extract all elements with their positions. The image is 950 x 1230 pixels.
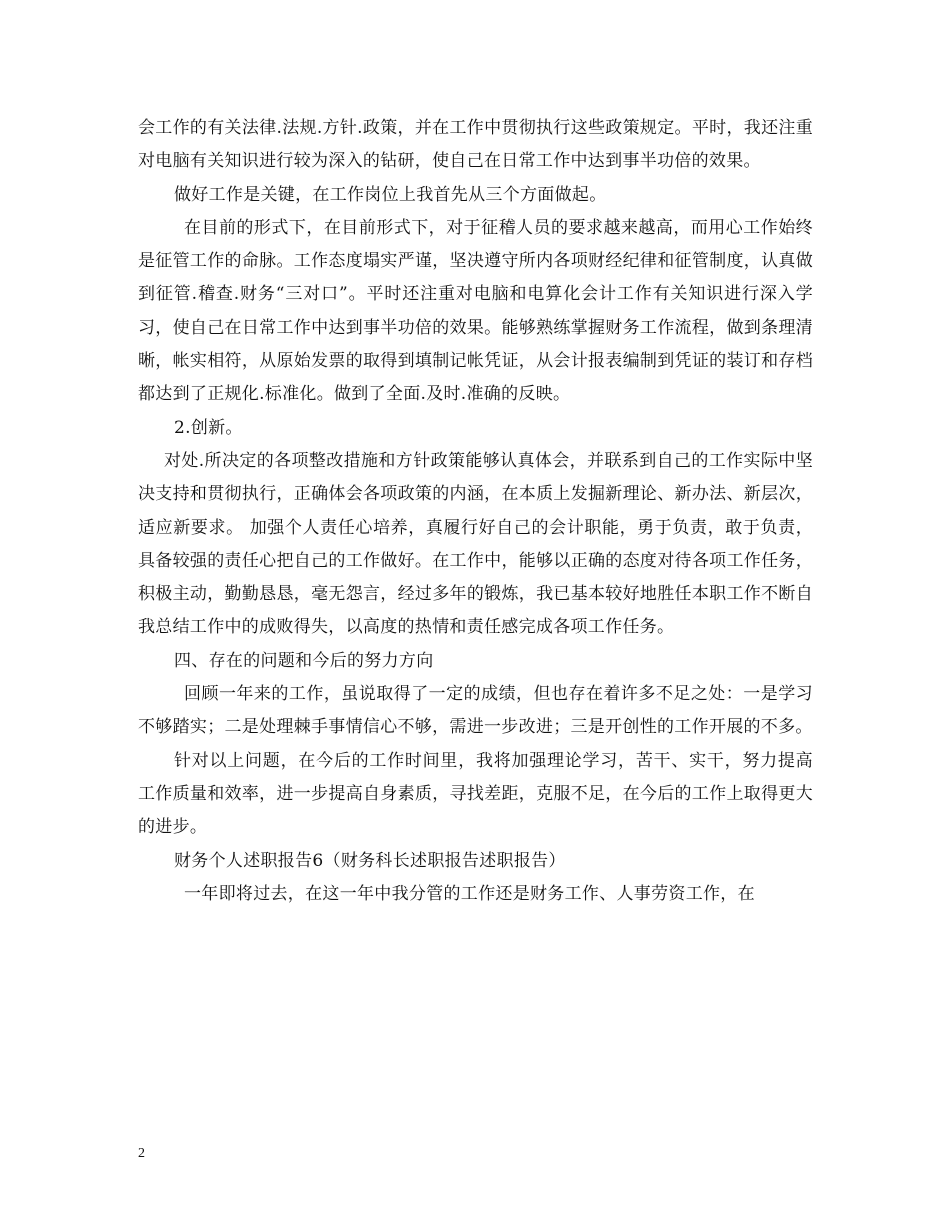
paragraph-innovation: 对处.所决定的各项整改措施和方针政策能够认真体会，并联系到自己的工作实际中坚决支持和贯彻执行，正确体会各项政策的内涵，在本质上发掘新理论、新办法、新层次，适应新要求。 加强个人责任心培养，真履行好自己的会计职能，勇于负责，敢于负责，具备较强的责任心把自己的工作做好。在工作中，能够以正确的态度对待各项工作任务，积极主动，勤勤恳恳，毫无怨言，经过多年的锻炼，我已基本较好地胜任本职工作不断自我总结工作中的成败得失，以高度的热情和责任感完成各项工作任务。 (138, 450, 813, 638)
paragraph-work-attitude: 在目前的形式下，在目前形式下，对于征稽人员的要求越来越高，而用心工作始终是征管工作的命脉。工作态度塌实严谨，坚决遵守所内各项财经纪律和征管制度，认真做到征管.稽查.财务“三对口”。平时还注重对电脑和电算化会计工作有关知识进行深入学习，使自己在日常工作中达到事半功倍的效果。能够熟练掌握财务工作流程，做到条理清晰，帐实相符，从原始发票的取得到填制记帐凭证，从会计报表编制到凭证的装订和存档都达到了正规化.标准化。做到了全面.及时.准确的反映。 (138, 217, 813, 405)
paragraph-improvement: 针对以上问题，在今后的工作时间里，我将加强理论学习，苦干、实干，努力提高工作质量和效率，进一步提高自身素质，寻找差距，克服不足，在今后的工作上取得更大的进步。 (138, 750, 813, 838)
paragraph-key-work: 做好工作是关键，在工作岗位上我首先从三个方面做起。 (174, 184, 607, 205)
paragraph-heading-problems: 四、存在的问题和今后的努力方向 (174, 650, 434, 671)
paragraph-heading-innovation: 2.创新。 (174, 417, 243, 438)
paragraph-report-start: 一年即将过去，在这一年中我分管的工作还是财务工作、人事劳资工作，在 (184, 883, 755, 904)
document-body (138, 112, 813, 911)
page-number: 2 (138, 1146, 145, 1161)
paragraph-continuation: 会工作的有关法律.法规.方针.政策，并在工作中贯彻执行这些政策规定。平时，我还注重对电脑有关知识进行较为深入的钻研，使自己在日常工作中达到事半功倍的效果。 (138, 118, 813, 172)
paragraph-review: 回顾一年来的工作，虽说取得了一定的成绩，但也存在着许多不足之处：一是学习不够踏实；二是处理棘手事情信心不够，需进一步改进；三是开创性的工作开展的不多。 (138, 684, 813, 738)
paragraph-report-title: 财务个人述职报告6（财务科长述职报告述职报告） (174, 850, 566, 871)
